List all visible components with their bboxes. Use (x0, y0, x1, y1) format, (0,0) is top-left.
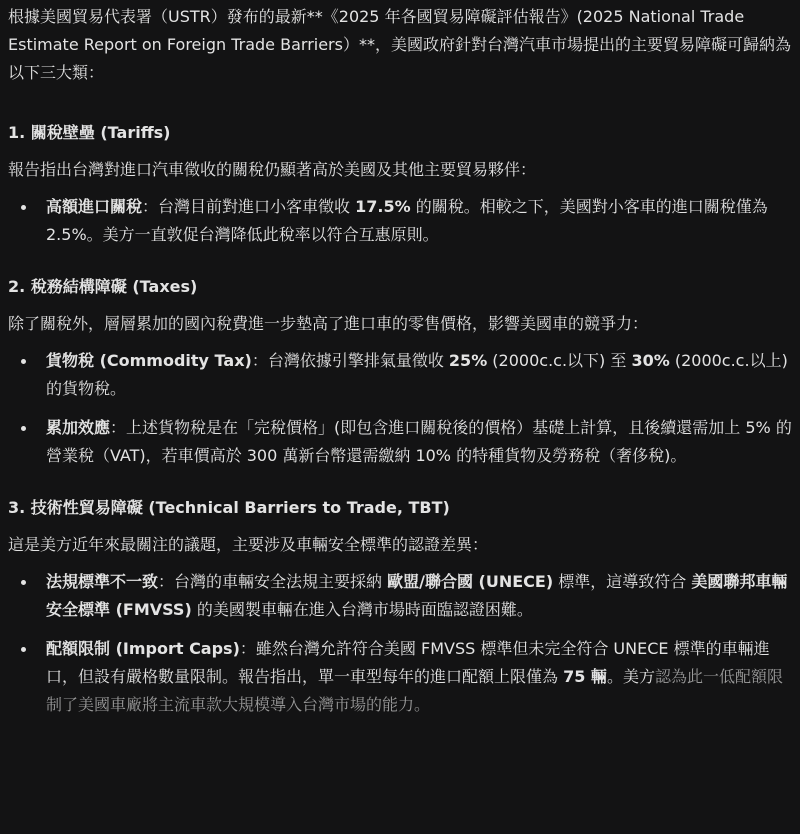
bullet-icon (21, 580, 26, 585)
intro-paragraph: 根據美國貿易代表署（USTR）發布的最新**《2025 年各國貿易障礙評估報告》(2025 National Trade Estimate Report on Foreign Trade Barriers）**，美國政府針對台灣汽車市場提出的主要貿易障礙可歸納為以下三大類： (8, 7, 791, 82)
bullet-list (8, 193, 794, 249)
bold-text: 貨物稅 (Commodity Tax) (46, 351, 252, 370)
bullet-icon (21, 647, 26, 652)
bold-text: 法規標準不一致 (46, 572, 159, 591)
text-span: ：台灣依據引擎排氣量徵收 (251, 351, 449, 370)
section-lead: 除了關稅外，層層累加的國內稅費進一步墊高了進口車的零售價格，影響美國車的競爭力： (8, 314, 649, 333)
text-span: 標準，這導致符合 (553, 572, 692, 591)
bold-text: 歐盟/聯合國 (UNECE) (387, 572, 554, 591)
text-span: 的關稅。相較之下，美國對小客車的進口關稅僅為 2.5%。美方一直敦促台灣降低此稅率以符合互惠原則。 (46, 197, 768, 244)
bold-text: 17.5% (355, 197, 411, 216)
bullet-icon (21, 426, 26, 431)
text-span: ：台灣的車輛安全法規主要採納 (158, 572, 388, 591)
text-span: 認為此一低配額限制了美國車廠將主流車款大規模導入台灣市場的能力。 (46, 667, 783, 714)
response-content (8, 3, 794, 743)
bold-text: 高額進口關稅 (46, 197, 143, 216)
bullet-icon (21, 205, 26, 210)
list-item (8, 347, 794, 403)
text-span: 的美國製車輛在進入台灣市場時面臨認證困難。 (191, 600, 533, 619)
text-span: ：雖然台灣允許符合美國 FMVSS 標準但未完全符合 UNECE 標準的車輛進口，但設有嚴格數量限制。報告指出，單一車型每年的進口配額上限僅為 (46, 639, 770, 686)
bold-text: 30% (631, 351, 670, 370)
text-span: 。美方 (606, 667, 655, 686)
text-span: (2000c.c.以下) 至 (487, 351, 632, 370)
bullet-list (8, 347, 794, 470)
list-item (8, 193, 794, 249)
bullet-list (8, 568, 794, 719)
bold-text: 75 輛 (563, 667, 607, 686)
text-span: ：上述貨物稅是在「完稅價格」(即包含進口關稅後的價格）基礎上計算，且後續還需加上 5% 的營業稅（VAT)，若車價高於 300 萬新台幣還需繳納 10% 的特種貨物及勞務稅（奢侈稅)。 (46, 418, 792, 465)
bold-text: 累加效應 (46, 418, 111, 437)
text-span: (2000c.c.以上) 的貨物稅。 (46, 351, 788, 398)
bold-text: 25% (448, 351, 488, 370)
bullet-icon (21, 359, 26, 364)
bold-text: 美國聯邦車輛安全標準 (FMVSS) (46, 572, 788, 619)
section-heading: 1. 關稅壁壘 (Tariffs) (8, 123, 171, 142)
list-item (8, 568, 794, 624)
section-heading: 3. 技術性貿易障礙 (Technical Barriers to Trade, TBT) (8, 498, 450, 517)
text-span: ：台灣目前對進口小客車徵收 (142, 197, 356, 216)
sections-container (8, 119, 794, 719)
section-heading: 2. 稅務結構障礙 (Taxes) (8, 277, 198, 296)
section-lead: 報告指出台灣對進口汽車徵收的關稅仍顯著高於美國及其他主要貿易夥伴： (8, 160, 537, 179)
section-lead: 這是美方近年來最關注的議題，主要涉及車輛安全標準的認證差異： (8, 535, 489, 554)
list-item (8, 414, 794, 470)
bold-text: 配額限制 (Import Caps) (46, 639, 240, 658)
list-item (8, 635, 794, 719)
